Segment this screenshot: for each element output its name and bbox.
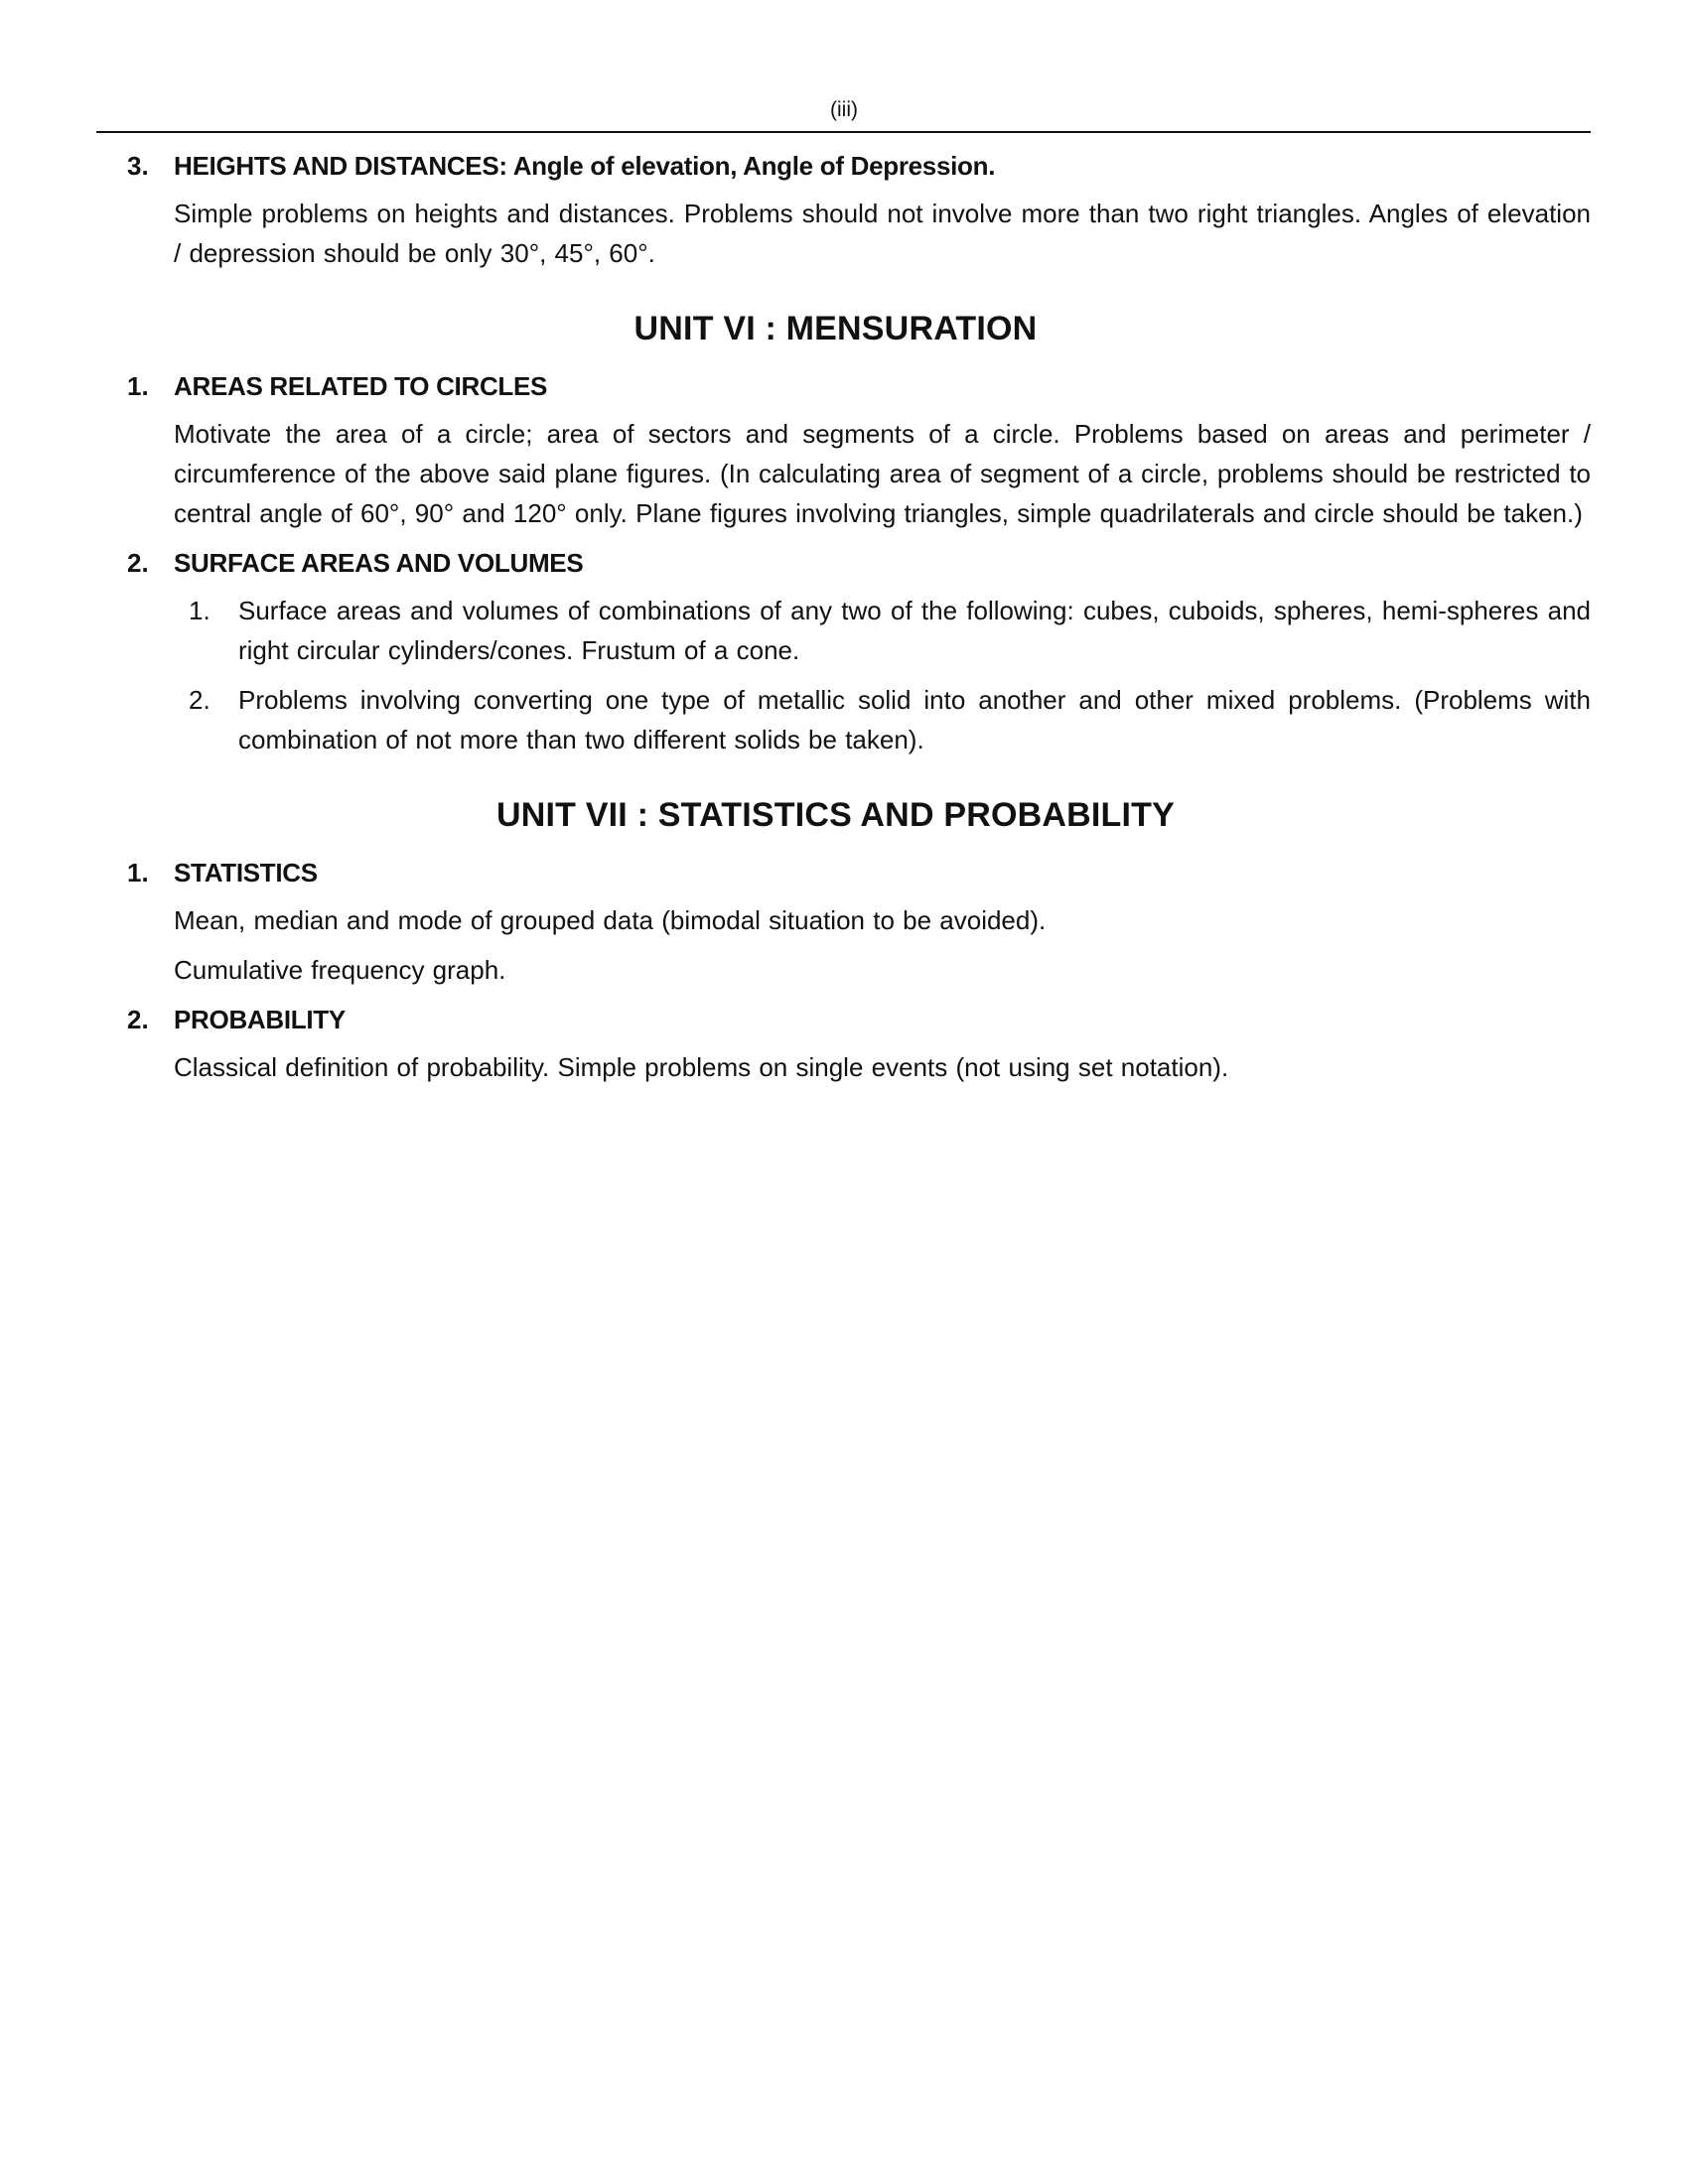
- section-text: Simple problems on heights and distances. Problems should not involve more than two right triangles. Angles of elevation / depression should be only 30°, 45°, 60°.: [174, 199, 1591, 268]
- unit-7-title: UNIT VII : STATISTICS AND PROBABILITY: [496, 796, 1175, 834]
- section-number: 3.: [127, 151, 149, 181]
- section-text: Motivate the area of a circle; area of sectors and segments of a circle. Problems based on areas and perimeter / circumference of the above said plane figures. (In calculating area of segment of a circle, problems should be restricted to central angle of 60°, 90° and 120° only. Plane figures involving triangles, simple quadrilaterals and circle should be taken.): [174, 419, 1591, 528]
- section-statistics: [127, 853, 1591, 990]
- section-title: PROBABILITY: [174, 1005, 346, 1034]
- section-title: AREAS RELATED TO CIRCLES: [174, 371, 548, 401]
- section-title: SURFACE AREAS AND VOLUMES: [174, 548, 584, 578]
- document-content: [127, 146, 1591, 1097]
- section-number: 1.: [127, 371, 149, 401]
- list-item: [189, 591, 1591, 670]
- section-title: STATISTICS: [174, 858, 318, 887]
- section-heading: [127, 366, 1591, 406]
- list-item-text: Surface areas and volumes of combinations of any two of the following: cubes, cuboids, spheres, hemi-spheres and right circular cylinders/cones. Frustum of a cone.: [238, 596, 1591, 665]
- list-item-number: 2.: [189, 685, 211, 715]
- page-number: (iii): [830, 98, 858, 121]
- sub-item-list: [189, 591, 1591, 759]
- section-text: Cumulative frequency graph.: [174, 955, 506, 985]
- section-heading: [127, 853, 1591, 892]
- list-item-text: Problems involving converting one type of metallic solid into another and other mixed problems. (Problems with combination of not more than two different solids be taken).: [238, 685, 1591, 754]
- section-number: 2.: [127, 548, 149, 578]
- section-probability: [127, 1000, 1591, 1087]
- section-title: HEIGHTS AND DISTANCES: Angle of elevation, Angle of Depression.: [174, 151, 996, 181]
- section-heading: [127, 543, 1591, 583]
- list-item: [189, 680, 1591, 759]
- list-item-number: 1.: [189, 596, 211, 625]
- unit-6-title: UNIT VI : MENSURATION: [633, 310, 1038, 347]
- section-text: Mean, median and mode of grouped data (bimodal situation to be avoided).: [174, 905, 1047, 935]
- header-rule: [96, 131, 1591, 133]
- section-heading: [127, 1000, 1591, 1039]
- section-heading: [127, 146, 1591, 186]
- section-areas-related-to-circles: [127, 366, 1591, 533]
- section-text: Classical definition of probability. Simple problems on single events (not using set notation).: [174, 1052, 1229, 1082]
- section-surface-areas-and-volumes: [127, 543, 1591, 759]
- section-number: 2.: [127, 1005, 149, 1034]
- section-heights-and-distances: [127, 146, 1591, 273]
- section-number: 1.: [127, 858, 149, 887]
